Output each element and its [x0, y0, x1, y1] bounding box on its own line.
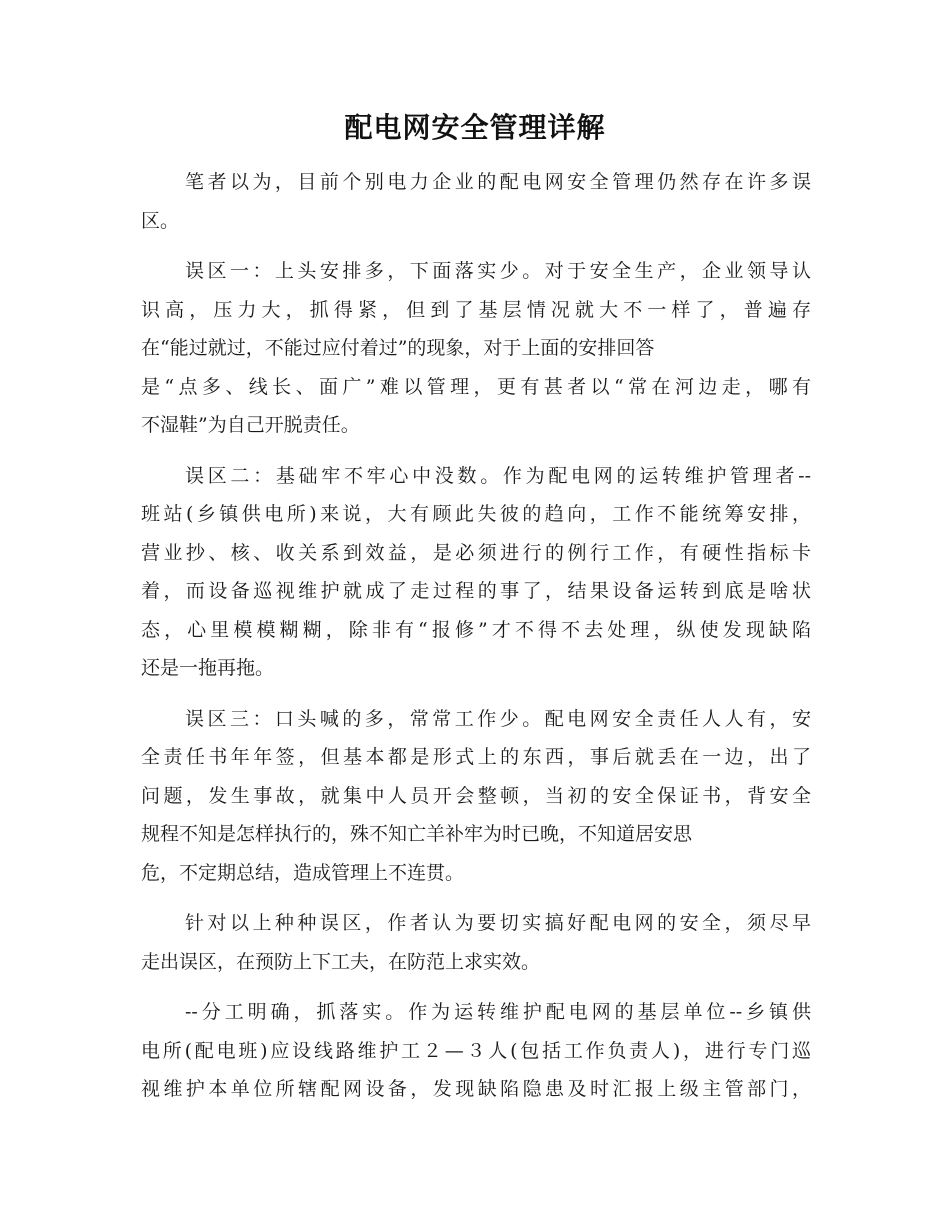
text-line: 笔者以为，目前个别电力企业的配电网安全管理仍然存在许多误 — [185, 171, 811, 193]
text-line: 着，而设备巡视维护就成了走过程的事了，结果设备运转到底是啥状 — [141, 580, 811, 602]
paragraph-measure-1 — [141, 993, 811, 1109]
text-line: 还是一拖再拖。 — [141, 657, 275, 679]
text-line: 针对以上种种误区，作者认为要切实搞好配电网的安全，须尽早 — [185, 912, 811, 934]
text-line: 误区三：口头喊的多，常常工作少。配电网安全责任人人有，安 — [185, 707, 811, 730]
document-body — [141, 163, 811, 1121]
paragraph-intro — [141, 163, 811, 240]
text-line: --分工明确，抓落实。作为运转维护配电网的基层单位--乡镇供 — [185, 1001, 811, 1023]
text-line: 营业抄、核、收关系到效益，是必须进行的例行工作，有硬性指标卡 — [141, 541, 811, 564]
text-line: 区。 — [141, 209, 180, 232]
text-line: 是“点多、线长、面广”难以管理，更有甚者以“常在河边走，哪有 — [141, 375, 811, 398]
text-line: 规程不知是怎样执行的，殊不知亡羊补牢为时已晚，不知道居安思 — [141, 823, 693, 845]
text-line: 在“能过就过，不能过应付着过”的现象，对于上面的安排回答 — [141, 337, 655, 359]
text-line: 全责任书年年签，但基本都是形式上的东西，事后就丢在一边，出了 — [141, 746, 811, 768]
text-line: 态，心里模模糊糊，除非有“报修”才不得不去处理，纵使发现缺陷 — [141, 618, 811, 641]
text-line: 班站(乡镇供电所)来说，大有顾此失彼的趋向，工作不能统筹安排， — [141, 503, 811, 525]
paragraph-misconception-1 — [141, 252, 811, 445]
paragraph-misconception-2 — [141, 457, 811, 688]
paragraph-misconception-3 — [141, 700, 811, 893]
text-line: 问题，发生事故，就集中人员开会整顿，当初的安全保证书，背安全 — [141, 784, 811, 807]
text-line: 误区二：基础牢不牢心中没数。作为配电网的运转维护管理者-- — [185, 464, 811, 487]
text-line: 视维护本单位所辖配网设备，发现缺陷隐患及时汇报上级主管部门， — [141, 1078, 811, 1100]
paragraph-response — [141, 904, 811, 981]
text-line: 危，不定期总结，造成管理上不连贯。 — [141, 861, 465, 884]
document-title: 配电网安全管理详解 — [344, 111, 606, 144]
text-line: 识高，压力大，抓得紧，但到了基层情况就大不一样了，普遍存 — [141, 298, 811, 321]
text-line: 不湿鞋”为自己开脱责任。 — [141, 414, 360, 436]
text-line: 误区一：上头安排多，下面落实少。对于安全生产，企业领导认 — [185, 260, 811, 282]
text-line: 走出误区，在预防上下工夫，在防范上求实效。 — [141, 950, 541, 973]
text-line: 电所(配电班)应设线路维护工２—３人(包括工作负责人)，进行专门巡 — [141, 1039, 811, 1062]
